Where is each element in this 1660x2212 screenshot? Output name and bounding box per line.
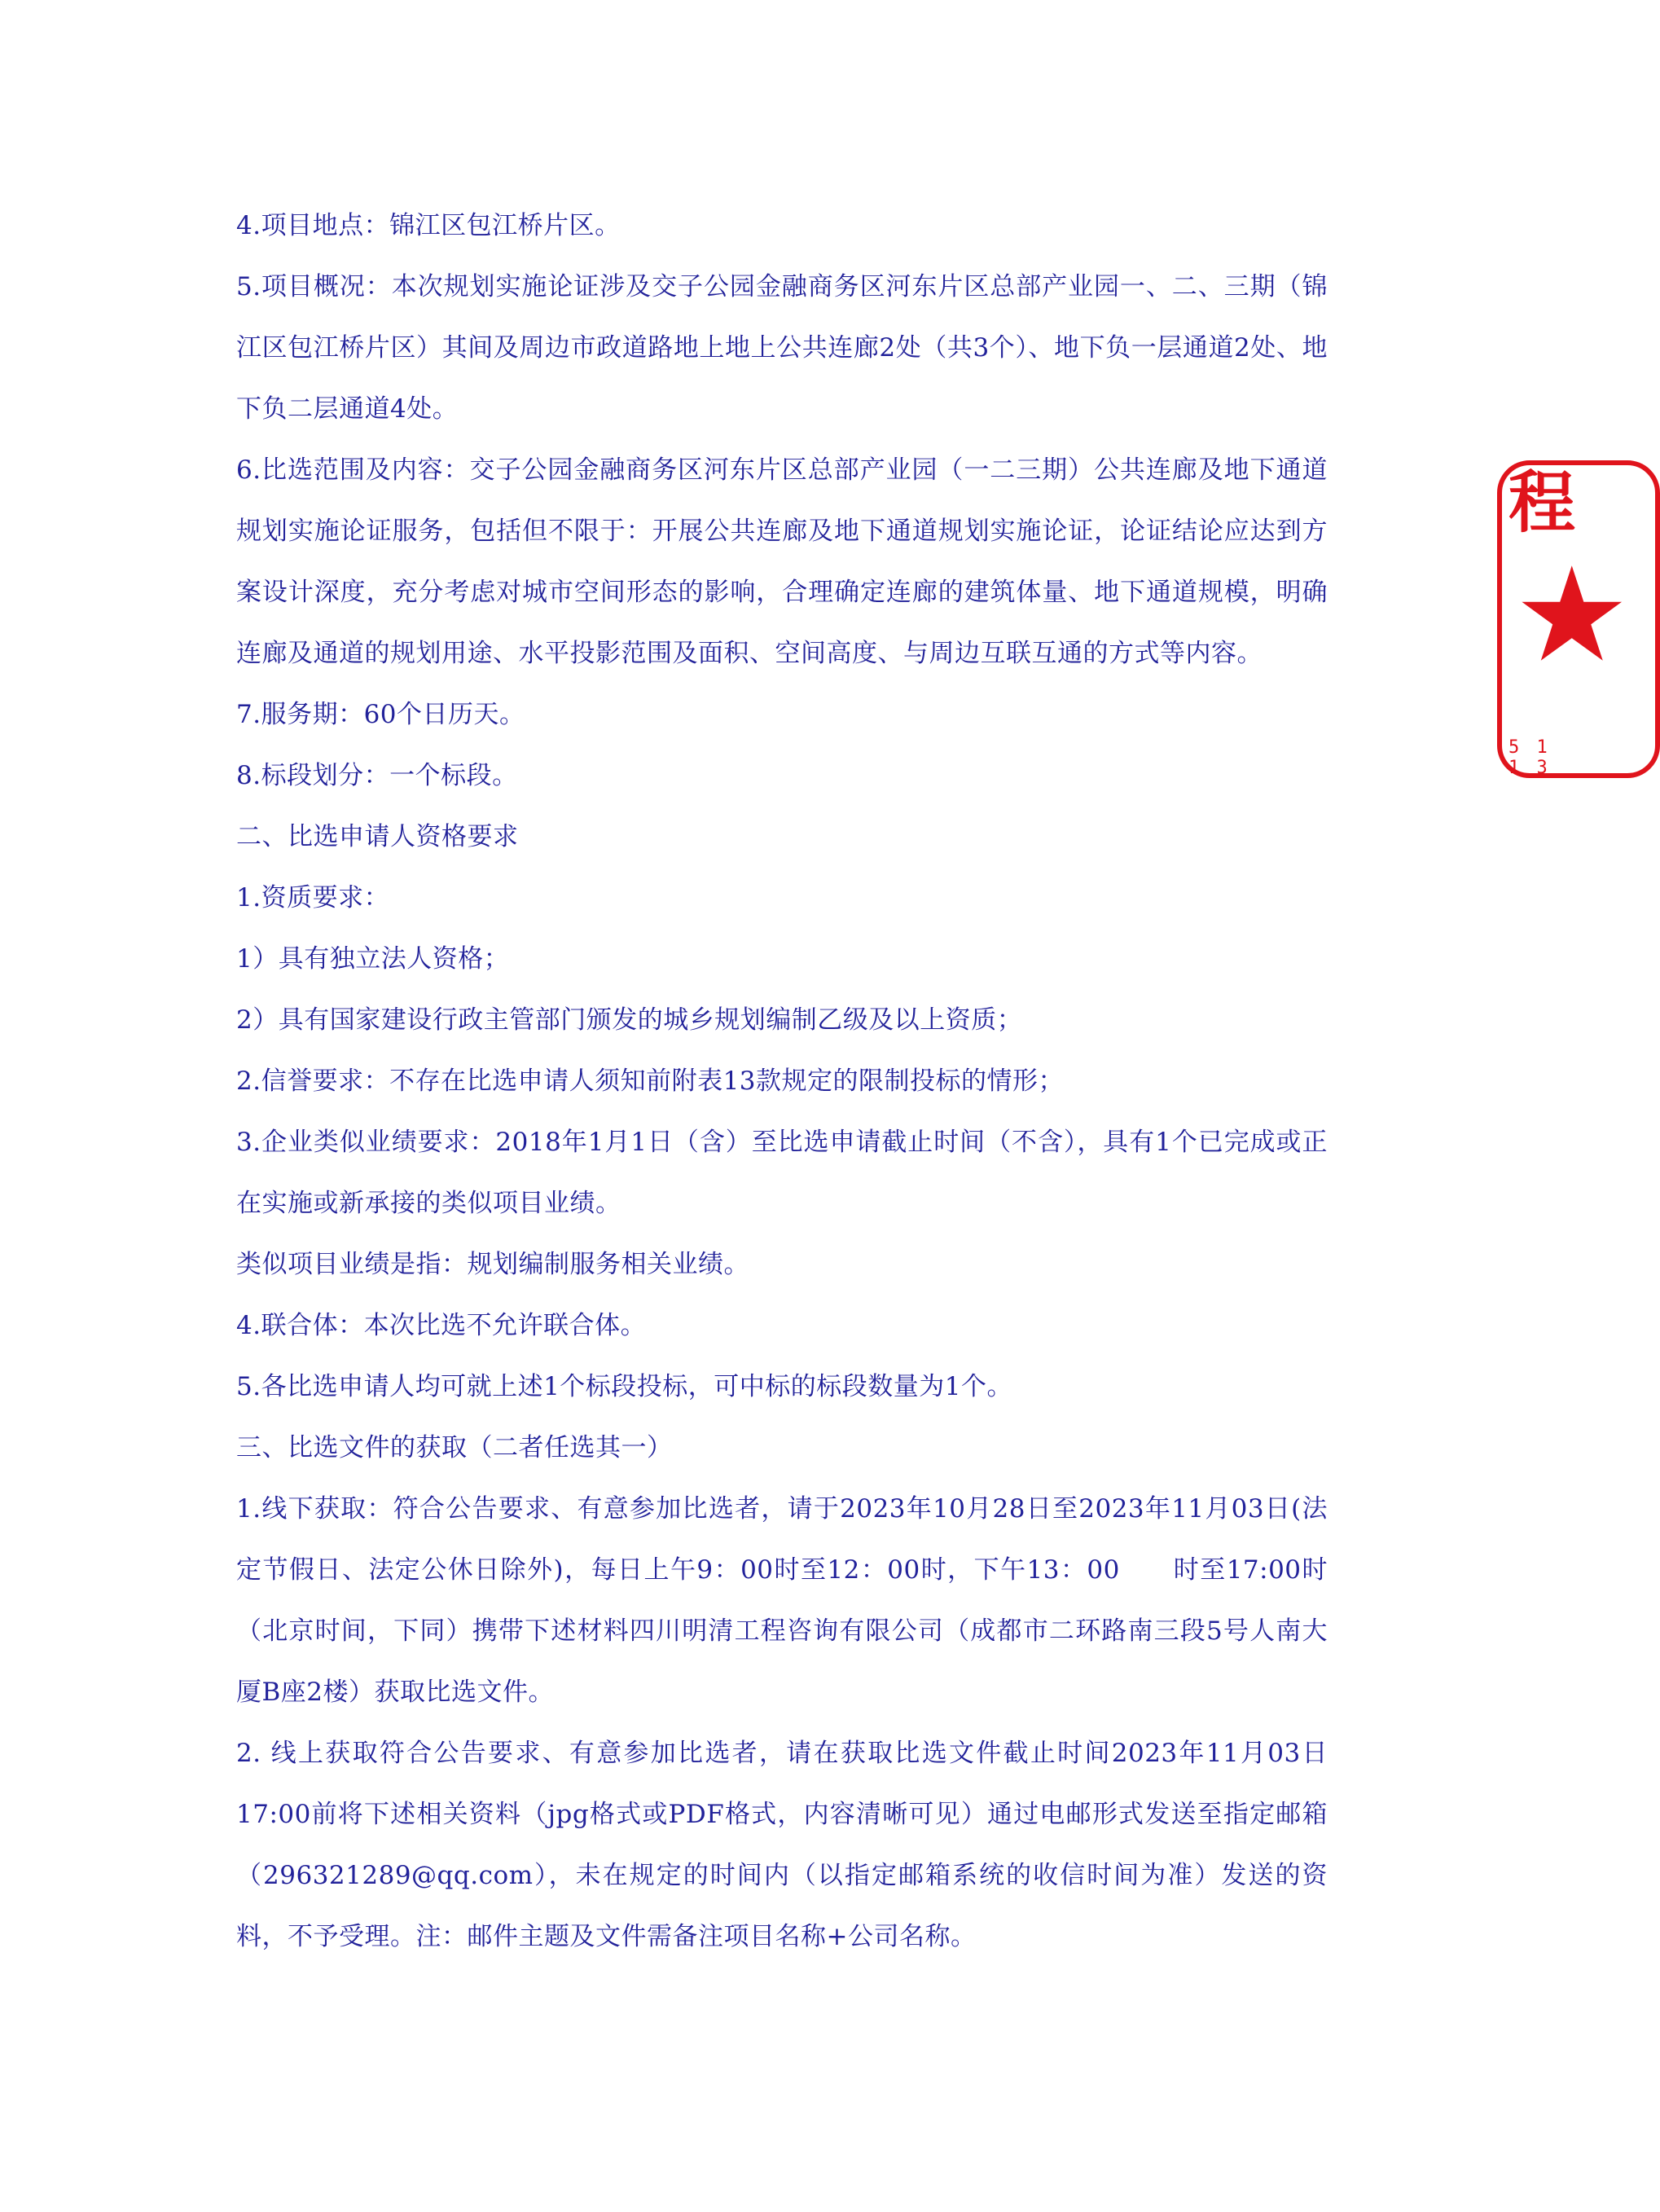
- bid-lot-rule: 5.各比选申请人均可就上述1个标段投标，可中标的标段数量为1个。: [236, 1372, 1013, 1401]
- document-body: [236, 196, 1328, 1968]
- consortium-rule: 4.联合体：本次比选不允许联合体。: [236, 1311, 647, 1340]
- credit-requirement: 2.信誉要求：不存在比选申请人须知前附表13款规定的限制投标的情形；: [236, 1066, 1065, 1096]
- item-lot-division: 8.标段划分：一个标段。: [236, 761, 518, 790]
- section-heading-qualification: 二、比选申请人资格要求: [236, 822, 519, 851]
- item-service-period: 7.服务期：60个日历天。: [236, 700, 525, 729]
- seal-character: 程: [1508, 464, 1576, 542]
- similar-performance-definition: 类似项目业绩是指：规划编制服务相关业绩。: [236, 1250, 749, 1279]
- online-acquisition: 2. 线上获取符合公告要求、有意参加比选者，请在获取比选文件截止时间2023年11月03日17:00前将下述相关资料（jpg格式或PDF格式，内容清晰可见）通过电邮形式发送至指定邮箱（296321289@qq.com），未在规定的时间内（以指定邮箱系统的收信时间为准）发送的资料，不予受理。注：邮件主题及文件需备注项目名称+公司名称。: [236, 1739, 1328, 1951]
- item-scope: 6.比选范围及内容：交子公园金融商务区河东片区总部产业园（一二三期）公共连廊及地下通道规划实施论证服务，包括但不限于：开展公共连廊及地下通道规划实施论证，论证结论应达到方案设计深度，充分考虑对城市空间形态的影响，合理确定连廊的建筑体量、地下通道规模，明确连廊及通道的规划用途、水平投影范围及面积、空间高度、与周边互联互通的方式等内容。: [236, 455, 1328, 668]
- item-overview: 5.项目概况：本次规划实施论证涉及交子公园金融商务区河东片区总部产业园一、二、三期（锦江区包江桥片区）其间及周边市政道路地上地上公共连廊2处（共3个）、地下负一层通道2处、地下负二层通道4处。: [236, 272, 1328, 424]
- seal-code: 5 1 1 3: [1508, 737, 1551, 778]
- offline-acquisition: 1.线下获取：符合公告要求、有意参加比选者，请于2023年10月28日至2023年11月03日(法定节假日、法定公休日除外)，每日上午9：00时至12：00时，下午13：00 时至17:00时（北京时间，下同）携带下述材料四川明清工程咨询有限公司（成都市二环路南三段5号人南大厦B座2楼）获取比选文件。: [236, 1494, 1328, 1707]
- performance-requirement: 3.企业类似业绩要求：2018年1月1日（含）至比选申请截止时间（不含），具有1个已完成或正在实施或新承接的类似项目业绩。: [236, 1128, 1328, 1218]
- qualification-planning-grade: 2）具有国家建设行政主管部门颁发的城乡规划编制乙级及以上资质；: [236, 1005, 1023, 1035]
- section-heading-documents: 三、比选文件的获取（二者任选其一）: [236, 1433, 673, 1462]
- seal-star-icon: ★: [1513, 539, 1631, 691]
- item-location: 4.项目地点：锦江区包江桥片区。: [236, 211, 621, 240]
- qualification-requirement: 1.资质要求：: [236, 883, 390, 913]
- red-seal-stamp: [1497, 452, 1631, 794]
- qualification-legal-person: 1）具有独立法人资格；: [236, 944, 510, 974]
